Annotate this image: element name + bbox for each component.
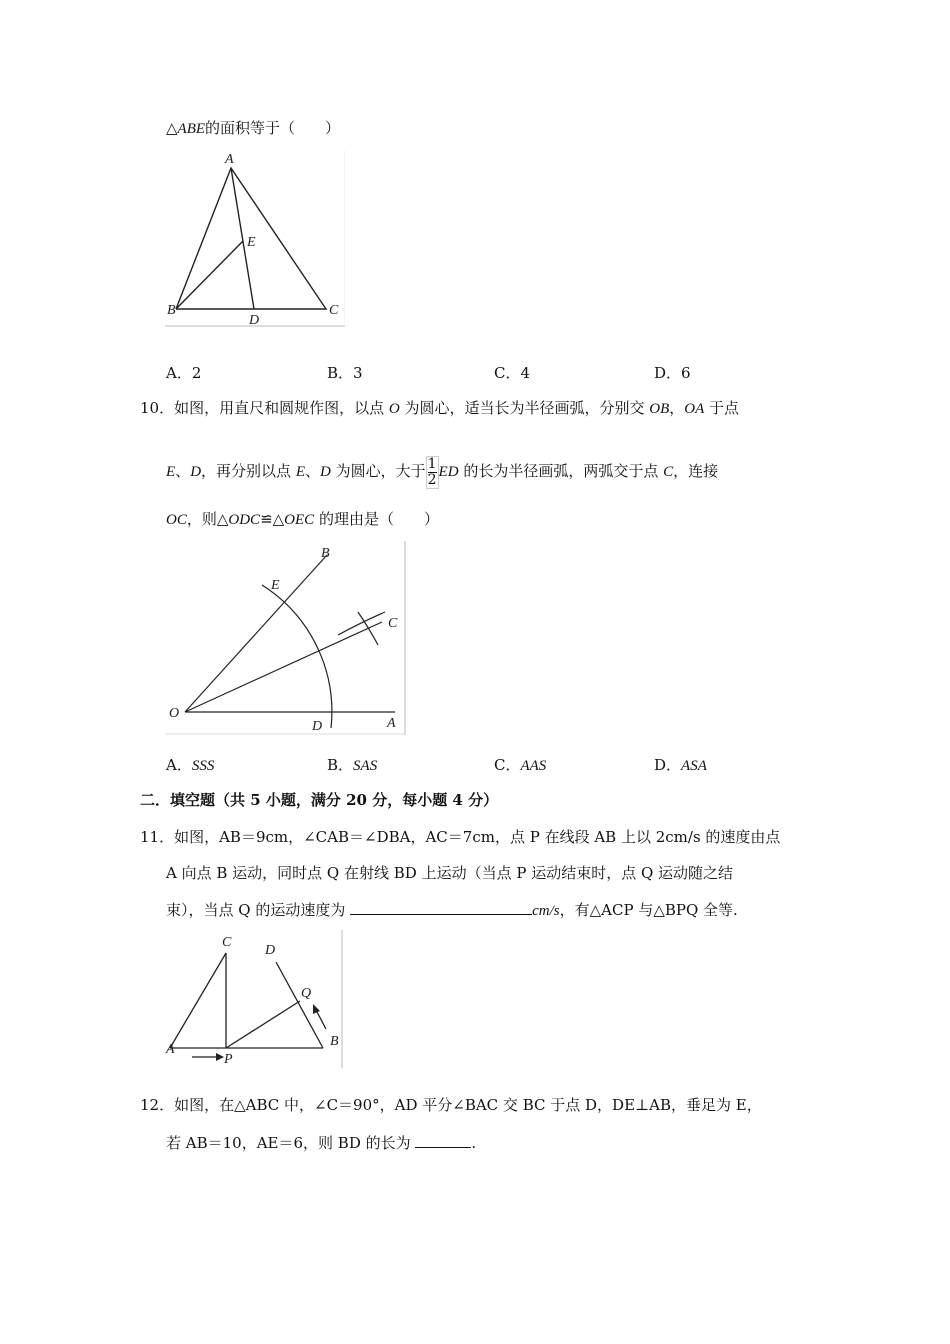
t: OB: [649, 401, 670, 417]
t: ED: [438, 464, 459, 480]
q11-figure: [165, 930, 344, 1069]
t: ，有△ACP 与△BPQ 全等.: [559, 901, 738, 919]
q12-line2: [166, 1133, 476, 1153]
t: 于点: [704, 399, 740, 417]
t: 为圆心，大于: [330, 462, 426, 480]
triangle-symbol: △: [166, 119, 178, 137]
t: SAS: [353, 758, 378, 774]
t: 、: [304, 462, 320, 480]
t: A．: [166, 756, 192, 774]
label-b: B: [321, 546, 330, 561]
q9-figure: [165, 150, 345, 328]
label-a: A: [387, 716, 396, 731]
t: SSS: [191, 758, 215, 774]
t: OC: [166, 512, 187, 528]
q9-option-b: B．3: [327, 364, 363, 382]
q9-stem-text: 的面积等于（ ）: [205, 119, 341, 137]
q11-line3: [166, 900, 738, 921]
answer-blank[interactable]: [350, 900, 532, 915]
q9-option-d: D．6: [654, 364, 691, 382]
label-q: Q: [301, 986, 312, 1001]
t: O: [388, 401, 400, 417]
t: 、: [175, 462, 191, 480]
q9-option-c: C．4: [494, 364, 531, 382]
t: 10．如图，用直尺和圆规作图，以点: [140, 399, 389, 417]
t: D: [190, 464, 202, 480]
t: ODC: [228, 512, 261, 528]
q10-figure: [165, 541, 406, 736]
q10-line3: [166, 509, 439, 530]
t: 若 AB＝10，AE＝6，则 BD 的长为: [166, 1134, 416, 1152]
t: OA: [684, 401, 705, 417]
t: ，再分别以点: [201, 462, 296, 480]
q10-option-c: [494, 755, 546, 776]
label-d: D: [265, 943, 276, 958]
t: 1: [427, 455, 437, 472]
t: 2: [427, 471, 437, 488]
t: C．: [494, 756, 521, 774]
t: cm/s: [532, 903, 560, 919]
t: 的理由是（ ）: [314, 510, 439, 528]
t: 的长为半径画弧，两弧交于点: [458, 462, 664, 480]
label-b: B: [167, 303, 176, 318]
label-a: A: [225, 152, 234, 167]
answer-blank[interactable]: [415, 1133, 471, 1148]
q12-line1: 12．如图，在△ABC 中，∠C＝90°，AD 平分∠BAC 交 BC 于点 D，DE⊥AB，垂足为 E，: [140, 1096, 762, 1114]
section-heading: 二．填空题（共 5 小题，满分 20 分，每小题 4 分）: [140, 791, 499, 809]
label-c: C: [222, 935, 232, 950]
t: ≌△: [260, 510, 285, 528]
q11-line1: 11．如图，AB＝9cm，∠CAB＝∠DBA，AC＝7cm，点 P 在线段 AB 上以 2cm/s 的速度由点: [140, 828, 781, 846]
t: ，: [669, 399, 685, 417]
q11-line2: A 向点 B 运动，同时点 Q 在射线 BD 上运动（当点 P 运动结束时，点 Q 运动随之结: [166, 864, 734, 882]
t: E: [166, 464, 176, 480]
label-a: A: [166, 1042, 175, 1057]
q9-option-a: A．2: [166, 364, 202, 382]
t: AAS: [520, 758, 547, 774]
label-c: C: [329, 303, 339, 318]
t: ，则△: [186, 510, 229, 528]
q9-abe: ABE: [177, 121, 206, 137]
label-e: E: [271, 578, 280, 593]
fraction-one-half: [426, 456, 439, 489]
t: ，连接: [673, 462, 719, 480]
q10-line2: [166, 455, 718, 489]
label-p: P: [224, 1052, 233, 1067]
t: .: [471, 1134, 477, 1152]
label-e: E: [247, 235, 256, 250]
label-o: O: [169, 706, 180, 721]
t: ASA: [681, 758, 707, 774]
q10-option-d: [654, 755, 707, 776]
t: 束），当点 Q 的运动速度为: [166, 901, 351, 919]
label-b: B: [330, 1034, 339, 1049]
label-c: C: [388, 616, 398, 631]
t: OEC: [284, 512, 315, 528]
q10-option-a: [166, 755, 214, 776]
t: D: [320, 464, 331, 480]
t: B．: [327, 756, 354, 774]
t: 为圆心，适当长为半径画弧，分别交: [399, 399, 650, 417]
t: E: [295, 464, 305, 480]
t: D．: [654, 756, 682, 774]
label-d: D: [249, 313, 260, 328]
q10-line1: [140, 398, 739, 419]
label-d: D: [312, 719, 323, 734]
q10-option-b: [327, 755, 377, 776]
t: C: [663, 464, 674, 480]
q9-stem: [166, 118, 340, 139]
